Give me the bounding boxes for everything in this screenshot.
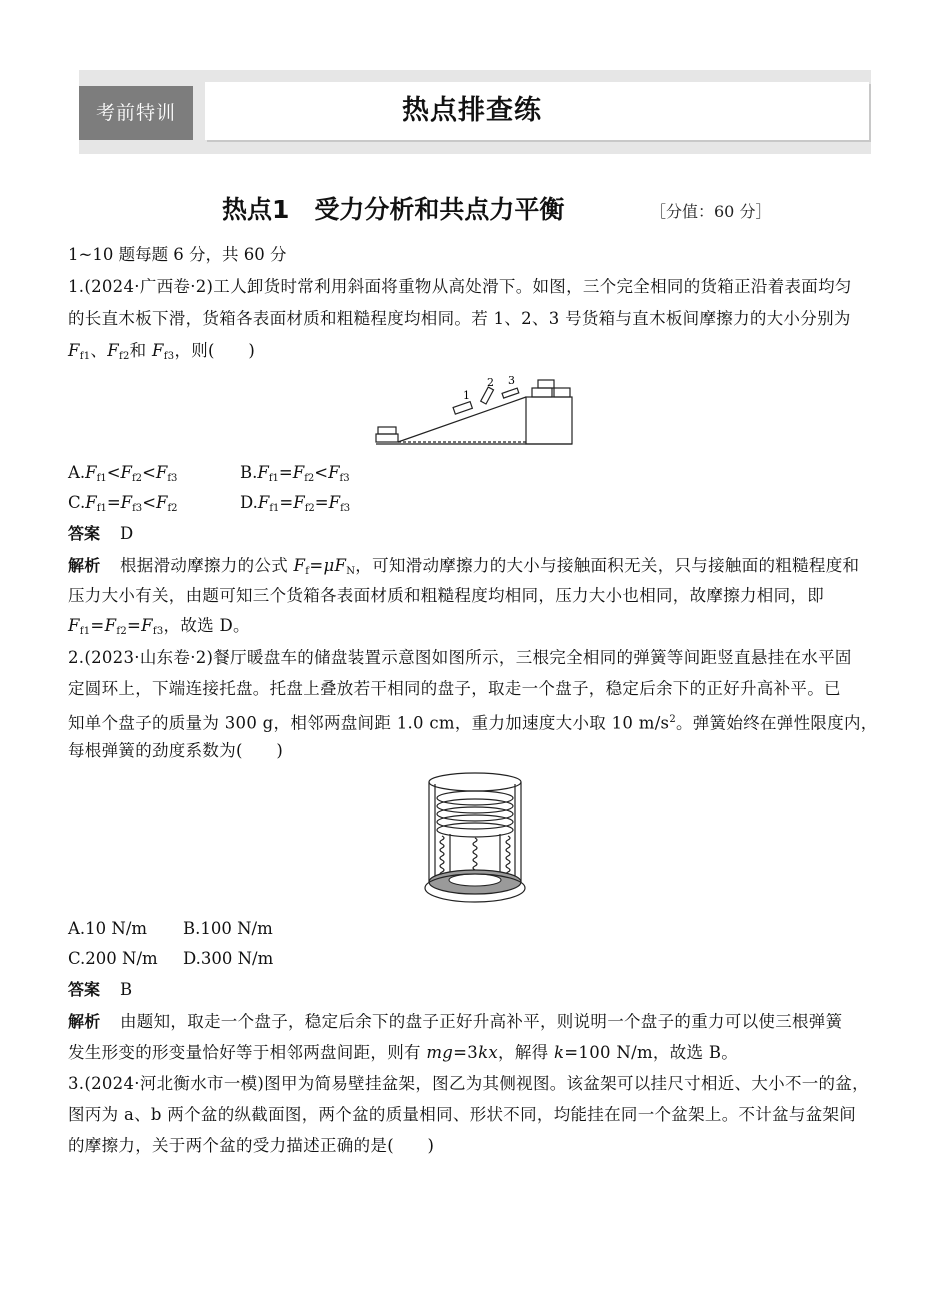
q1-box-label-1: 1 [463,389,470,402]
intro-text: 1~10 题每题 6 分，共 60 分 [68,245,287,264]
section-title: 热点1 受力分析和共点力平衡 [222,195,565,224]
q1-box-label-2: 2 [487,376,494,389]
q2-line-2: 定圆环上，下端连接托盘。托盘上叠放若干相同的盘子，取走一个盘子，稳定后余下的正好升高补平。已 [68,679,841,698]
q2-line-1: 2.(2023·山东卷·2)餐厅暖盘车的储盘装置示意图如图所示，三根完全相同的弹簧等间距竖直悬挂在水平固 [68,648,852,667]
header-title: 热点排查练 [402,95,542,126]
q3-line-1: 3.(2024·河北衡水市一模)图甲为简易壁挂盆架，图乙为其侧视图。该盆架可以挂尺寸相近、大小不一的盆， [68,1074,869,1093]
section-score: ［分值：60 分］ [650,202,772,221]
q1-analysis-line-3: $F_{f1}=F_{f2}=F_{f3}$，故选 D。 [68,616,250,637]
q2-option-a[interactable]: A.10 N/m [68,919,148,938]
q1-line-3: $F_{f1}$、$F_{f2}$和 $F_{f3}$，则( ) [68,341,256,362]
q2-answer [68,979,132,1001]
q2-option-b[interactable]: B.100 N/m [183,919,273,938]
q3-line-2: 图丙为 a、b 两个盆的纵截面图，两个盆的质量相同、形状不同，均能挂在同一个盆架上。不计盆与盆架间 [68,1105,857,1124]
q1-option-b[interactable]: $B.F_{f1}=F_{f2}<F_{f3}$ [240,463,350,484]
q2-plate-warmer-figure [420,770,530,908]
q1-answer-label: 答案 [68,524,101,543]
q1-box-label-3: 3 [508,374,515,387]
q2-line-4: 每根弹簧的劲度系数为( ) [68,741,284,760]
header-tag: 考前特训 [79,86,193,140]
q1-option-a[interactable]: $A.F_{f1}<F_{f2}<F_{f3}$ [68,463,178,484]
q3-line-3: 的摩擦力，关于两个盆的受力描述正确的是( ) [68,1136,435,1155]
q2-analysis-line-1: 解析 由题知，取走一个盘子，稳定后余下的盘子正好升高补平，则说明一个盘子的重力可以使三根弹簧 [68,1012,843,1031]
q1-option-d[interactable]: $D.F_{f1}=F_{f2}=F_{f3}$ [240,493,351,514]
q1-line-1: 1.(2024·广西卷·2)工人卸货时常利用斜面将重物从高处滑下。如图，三个完全相同的货箱正沿着表面均匀 [68,277,852,296]
q2-analysis-label: 解析 [68,1012,101,1031]
q2-analysis-line-2: 发生形变的形变量恰好等于相邻两盘间距，则有 mg=3kx，解得 k=100 N/m，故选 B。 [68,1043,739,1062]
q2-option-c[interactable]: C.200 N/m [68,949,158,968]
q1-analysis-line-1: 解析 根据滑动摩擦力的公式 $F_f=\mu F_N$，可知滑动摩擦力的大小与接触面积无关，只与接触面的粗糙程度和 [68,556,860,577]
q2-answer-label: 答案 [68,980,101,999]
q1-analysis-label: 解析 [68,556,101,575]
q1-incline-figure [370,372,580,452]
q1-analysis-line-2: 压力大小有关，由题可知三个货箱各表面材质和粗糙程度均相同，压力大小也相同，故摩擦力相同，即 [68,586,824,605]
q1-option-c[interactable]: $C.F_{f1}=F_{f3}<F_{f2}$ [68,493,178,514]
section-heading [0,190,950,230]
q1-line-2: 的长直木板下滑，货箱各表面材质和粗糙程度均相同。若 1、2、3 号货箱与直木板间摩擦力的大小分别为 [68,309,851,328]
q2-answer-value: B [120,980,133,999]
q1-answer-value: D [120,524,134,543]
q1-answer [68,523,133,545]
q2-option-d[interactable]: D.300 N/m [183,949,274,968]
q2-line-3: 知单个盘子的质量为 300 g，相邻两盘间距 1.0 cm，重力加速度大小取 10 $m/s^2$。弹簧始终在弹性限度内， [68,713,878,733]
